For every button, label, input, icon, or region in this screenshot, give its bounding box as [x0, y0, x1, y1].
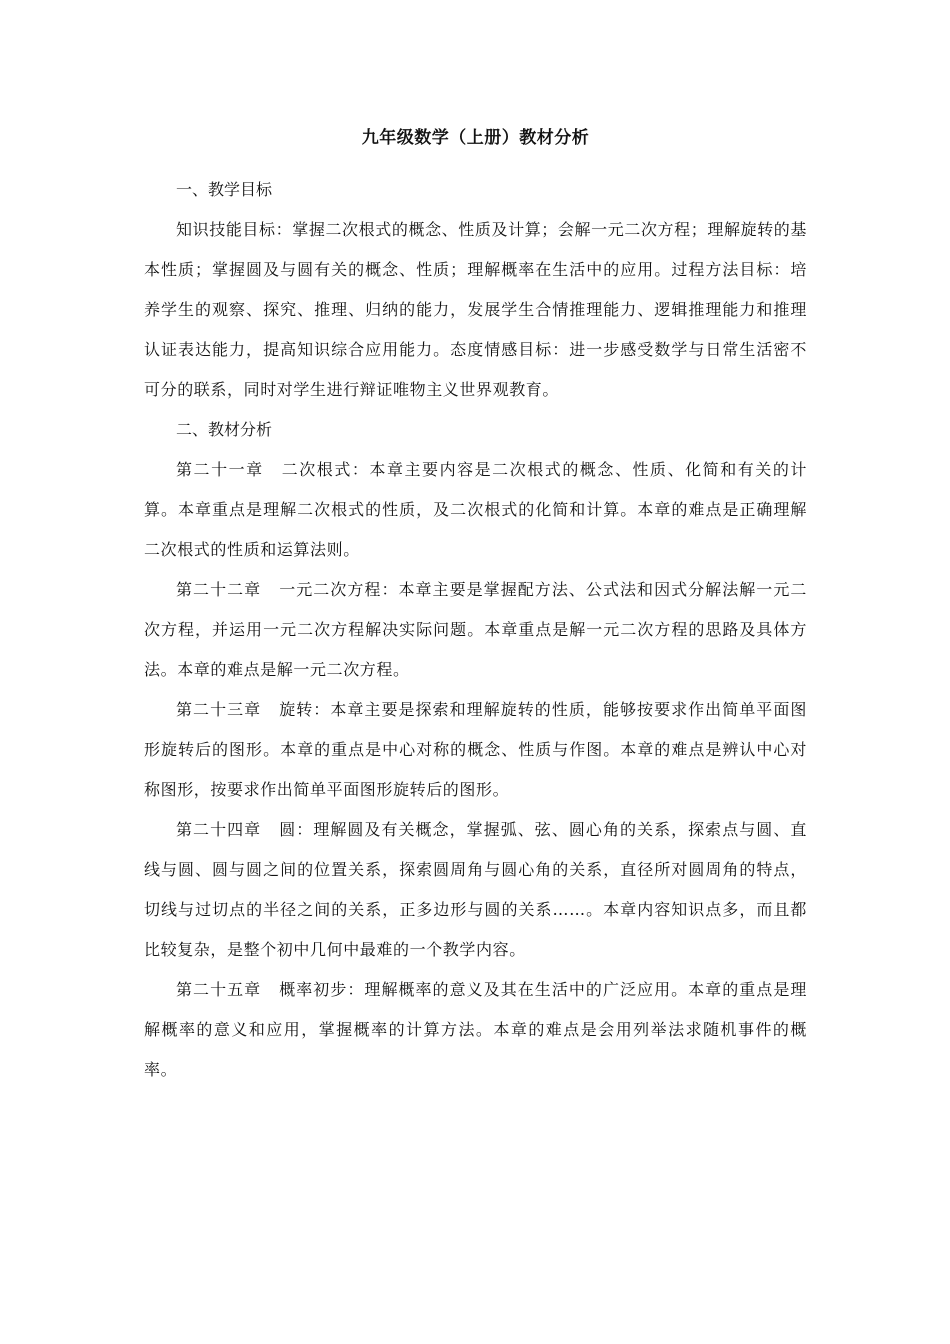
teaching-goals-paragraph: 知识技能目标：掌握二次根式的概念、性质及计算；会解一元二次方程；理解旋转的基本性质；掌握圆及与圆有关的概念、性质；理解概率在生活中的应用。过程方法目标：培养学生的观察、探究、推理、归纳的能力，发展学生合情推理能力、逻辑推理能力和推理认证表达能力，提高知识综合应用能力。态度情感目标：进一步感受数学与日常生活密不可分的联系，同时对学生进行辩证唯物主义世界观教育。 — [144, 220, 807, 399]
chapter-24-label: 第二十四章 — [176, 820, 262, 839]
section-heading-textbook-analysis: 二、教材分析 — [176, 420, 273, 439]
section-heading-teaching-goals: 一、教学目标 — [176, 180, 273, 199]
chapter-25-label: 第二十五章 — [176, 980, 262, 999]
chapter-21-label: 第二十一章 — [176, 460, 264, 479]
chapter-23-label: 第二十三章 — [176, 700, 262, 719]
chapter-24-paragraph — [144, 810, 807, 970]
chapter-23-paragraph — [144, 690, 807, 810]
chapter-22-text: 一元二次方程：本章主要是掌握配方法、公式法和因式分解法解一元二次方程，并运用一元二次方程解决实际问题。本章重点是解一元二次方程的思路及具体方法。本章的难点是解一元二次方程。 — [144, 580, 807, 679]
chapter-25-paragraph — [144, 970, 807, 1090]
chapter-25-text: 概率初步：理解概率的意义及其在生活中的广泛应用。本章的重点是理解概率的意义和应用，掌握概率的计算方法。本章的难点是会用列举法求随机事件的概率。 — [144, 980, 807, 1079]
chapter-22-label: 第二十二章 — [176, 580, 262, 599]
chapter-23-text: 旋转：本章主要是探索和理解旋转的性质，能够按要求作出简单平面图形旋转后的图形。本章的重点是中心对称的概念、性质与作图。本章的难点是辨认中心对称图形，按要求作出简单平面图形旋转后的图形。 — [144, 700, 807, 799]
document-body — [144, 118, 807, 1090]
chapter-21-text: 二次根式：本章主要内容是二次根式的概念、性质、化简和有关的计算。本章重点是理解二次根式的性质，及二次根式的化简和计算。本章的难点是正确理解二次根式的性质和运算法则。 — [144, 460, 807, 559]
chapter-21-paragraph — [144, 450, 807, 570]
document-title: 九年级数学（上册）教材分析 — [361, 128, 590, 148]
chapter-22-paragraph — [144, 570, 807, 690]
chapter-24-text: 圆：理解圆及有关概念，掌握弧、弦、圆心角的关系，探索点与圆、直线与圆、圆与圆之间的位置关系，探索圆周角与圆心角的关系，直径所对圆周角的特点，切线与过切点的半径之间的关系，正多边形与圆的关系……。本章内容知识点多，而且都比较复杂，是整个初中几何中最难的一个教学内容。 — [144, 820, 807, 959]
